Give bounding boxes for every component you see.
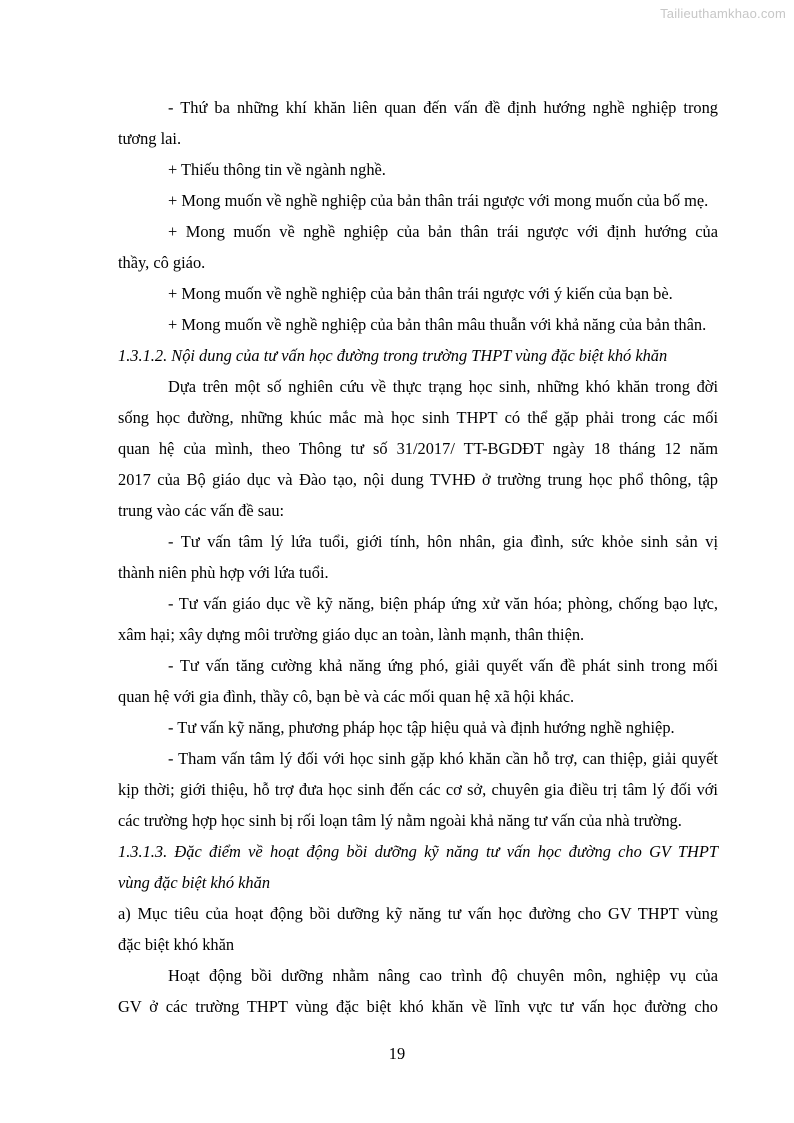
- text-line: - Tư vấn tâm lý lứa tuổi, giới tính, hôn nhân, gia đình, sức khỏe sinh sản vị: [168, 532, 718, 551]
- text-line: - Tham vấn tâm lý đối với học sinh gặp khó khăn cần hỗ trợ, can thiệp, giải quyết: [168, 749, 718, 768]
- text-line: + Mong muốn về nghề nghiệp của bản thân trái ngược với định hướng của: [168, 222, 718, 241]
- text-line: các trường hợp học sinh bị rối loạn tâm lý nằm ngoài khả năng tư vấn của nhà trường.: [118, 811, 682, 830]
- document-body: [118, 92, 718, 1022]
- text-line: 2017 của Bộ giáo dục và Đào tạo, nội dung TVHĐ ở trường trung học phổ thông, tập: [118, 470, 718, 489]
- text-line: - Tư vấn kỹ năng, phương pháp học tập hiệu quả và định hướng nghề nghiệp.: [168, 718, 675, 737]
- section-heading: 1.3.1.2. Nội dung của tư vấn học đường trong trường THPT vùng đặc biệt khó khăn: [118, 346, 668, 365]
- text-line: tương lai.: [118, 129, 182, 148]
- text-line: thầy, cô giáo.: [118, 253, 206, 272]
- section-heading: vùng đặc biệt khó khăn: [118, 873, 271, 892]
- text-line: Dựa trên một số nghiên cứu về thực trạng học sinh, những khó khăn trong đời: [168, 377, 718, 396]
- section-heading: 1.3.1.3. Đặc điểm về hoạt động bồi dưỡng kỹ năng tư vấn học đường cho GV THPT: [118, 842, 718, 861]
- text-line: a) Mục tiêu của hoạt động bồi dưỡng kỹ năng tư vấn học đường cho GV THPT vùng: [118, 904, 718, 923]
- text-line: quan hệ của mình, theo Thông tư số 31/2017/ TT-BGDĐT ngày 18 tháng 12 năm: [118, 439, 718, 458]
- text-line: trung vào các vấn đề sau:: [118, 501, 285, 520]
- text-line: đặc biệt khó khăn: [118, 935, 235, 954]
- text-line: + Thiếu thông tin về ngành nghề.: [168, 160, 386, 179]
- text-line: - Tư vấn tăng cường khả năng ứng phó, giải quyết vấn đề phát sinh trong mối: [168, 656, 718, 675]
- text-line: quan hệ với gia đình, thầy cô, bạn bè và các mối quan hệ xã hội khác.: [118, 687, 575, 706]
- text-line: kịp thời; giới thiệu, hỗ trợ đưa học sinh đến các cơ sở, chuyên gia điều trị tâm lý đối với: [118, 780, 718, 799]
- text-line: xâm hại; xây dựng môi trường giáo dục an toàn, lành mạnh, thân thiện.: [118, 625, 585, 644]
- text-line: GV ở các trường THPT vùng đặc biệt khó khăn về lĩnh vực tư vấn học đường cho: [118, 997, 718, 1016]
- text-line: - Tư vấn giáo dục về kỹ năng, biện pháp ứng xử văn hóa; phòng, chống bạo lực,: [168, 594, 718, 613]
- text-line: + Mong muốn về nghề nghiệp của bản thân trái ngược với ý kiến của bạn bè.: [168, 284, 673, 303]
- page-number: 19: [388, 1044, 406, 1063]
- text-line: + Mong muốn về nghề nghiệp của bản thân mâu thuẫn với khả năng của bản thân.: [168, 315, 707, 334]
- text-line: - Thứ ba những khí khăn liên quan đến vấn đề định hướng nghề nghiệp trong: [168, 98, 718, 117]
- text-line: thành niên phù hợp với lứa tuổi.: [118, 563, 329, 582]
- text-line: Hoạt động bồi dưỡng nhằm nâng cao trình độ chuyên môn, nghiệp vụ của: [168, 966, 718, 985]
- text-line: sống học đường, những khúc mắc mà học sinh THPT có thể gặp phải trong các mối: [118, 408, 718, 427]
- watermark: Tailieuthamkhao.com: [660, 6, 786, 21]
- text-line: + Mong muốn về nghề nghiệp của bản thân trái ngược với mong muốn của bố mẹ.: [168, 191, 709, 210]
